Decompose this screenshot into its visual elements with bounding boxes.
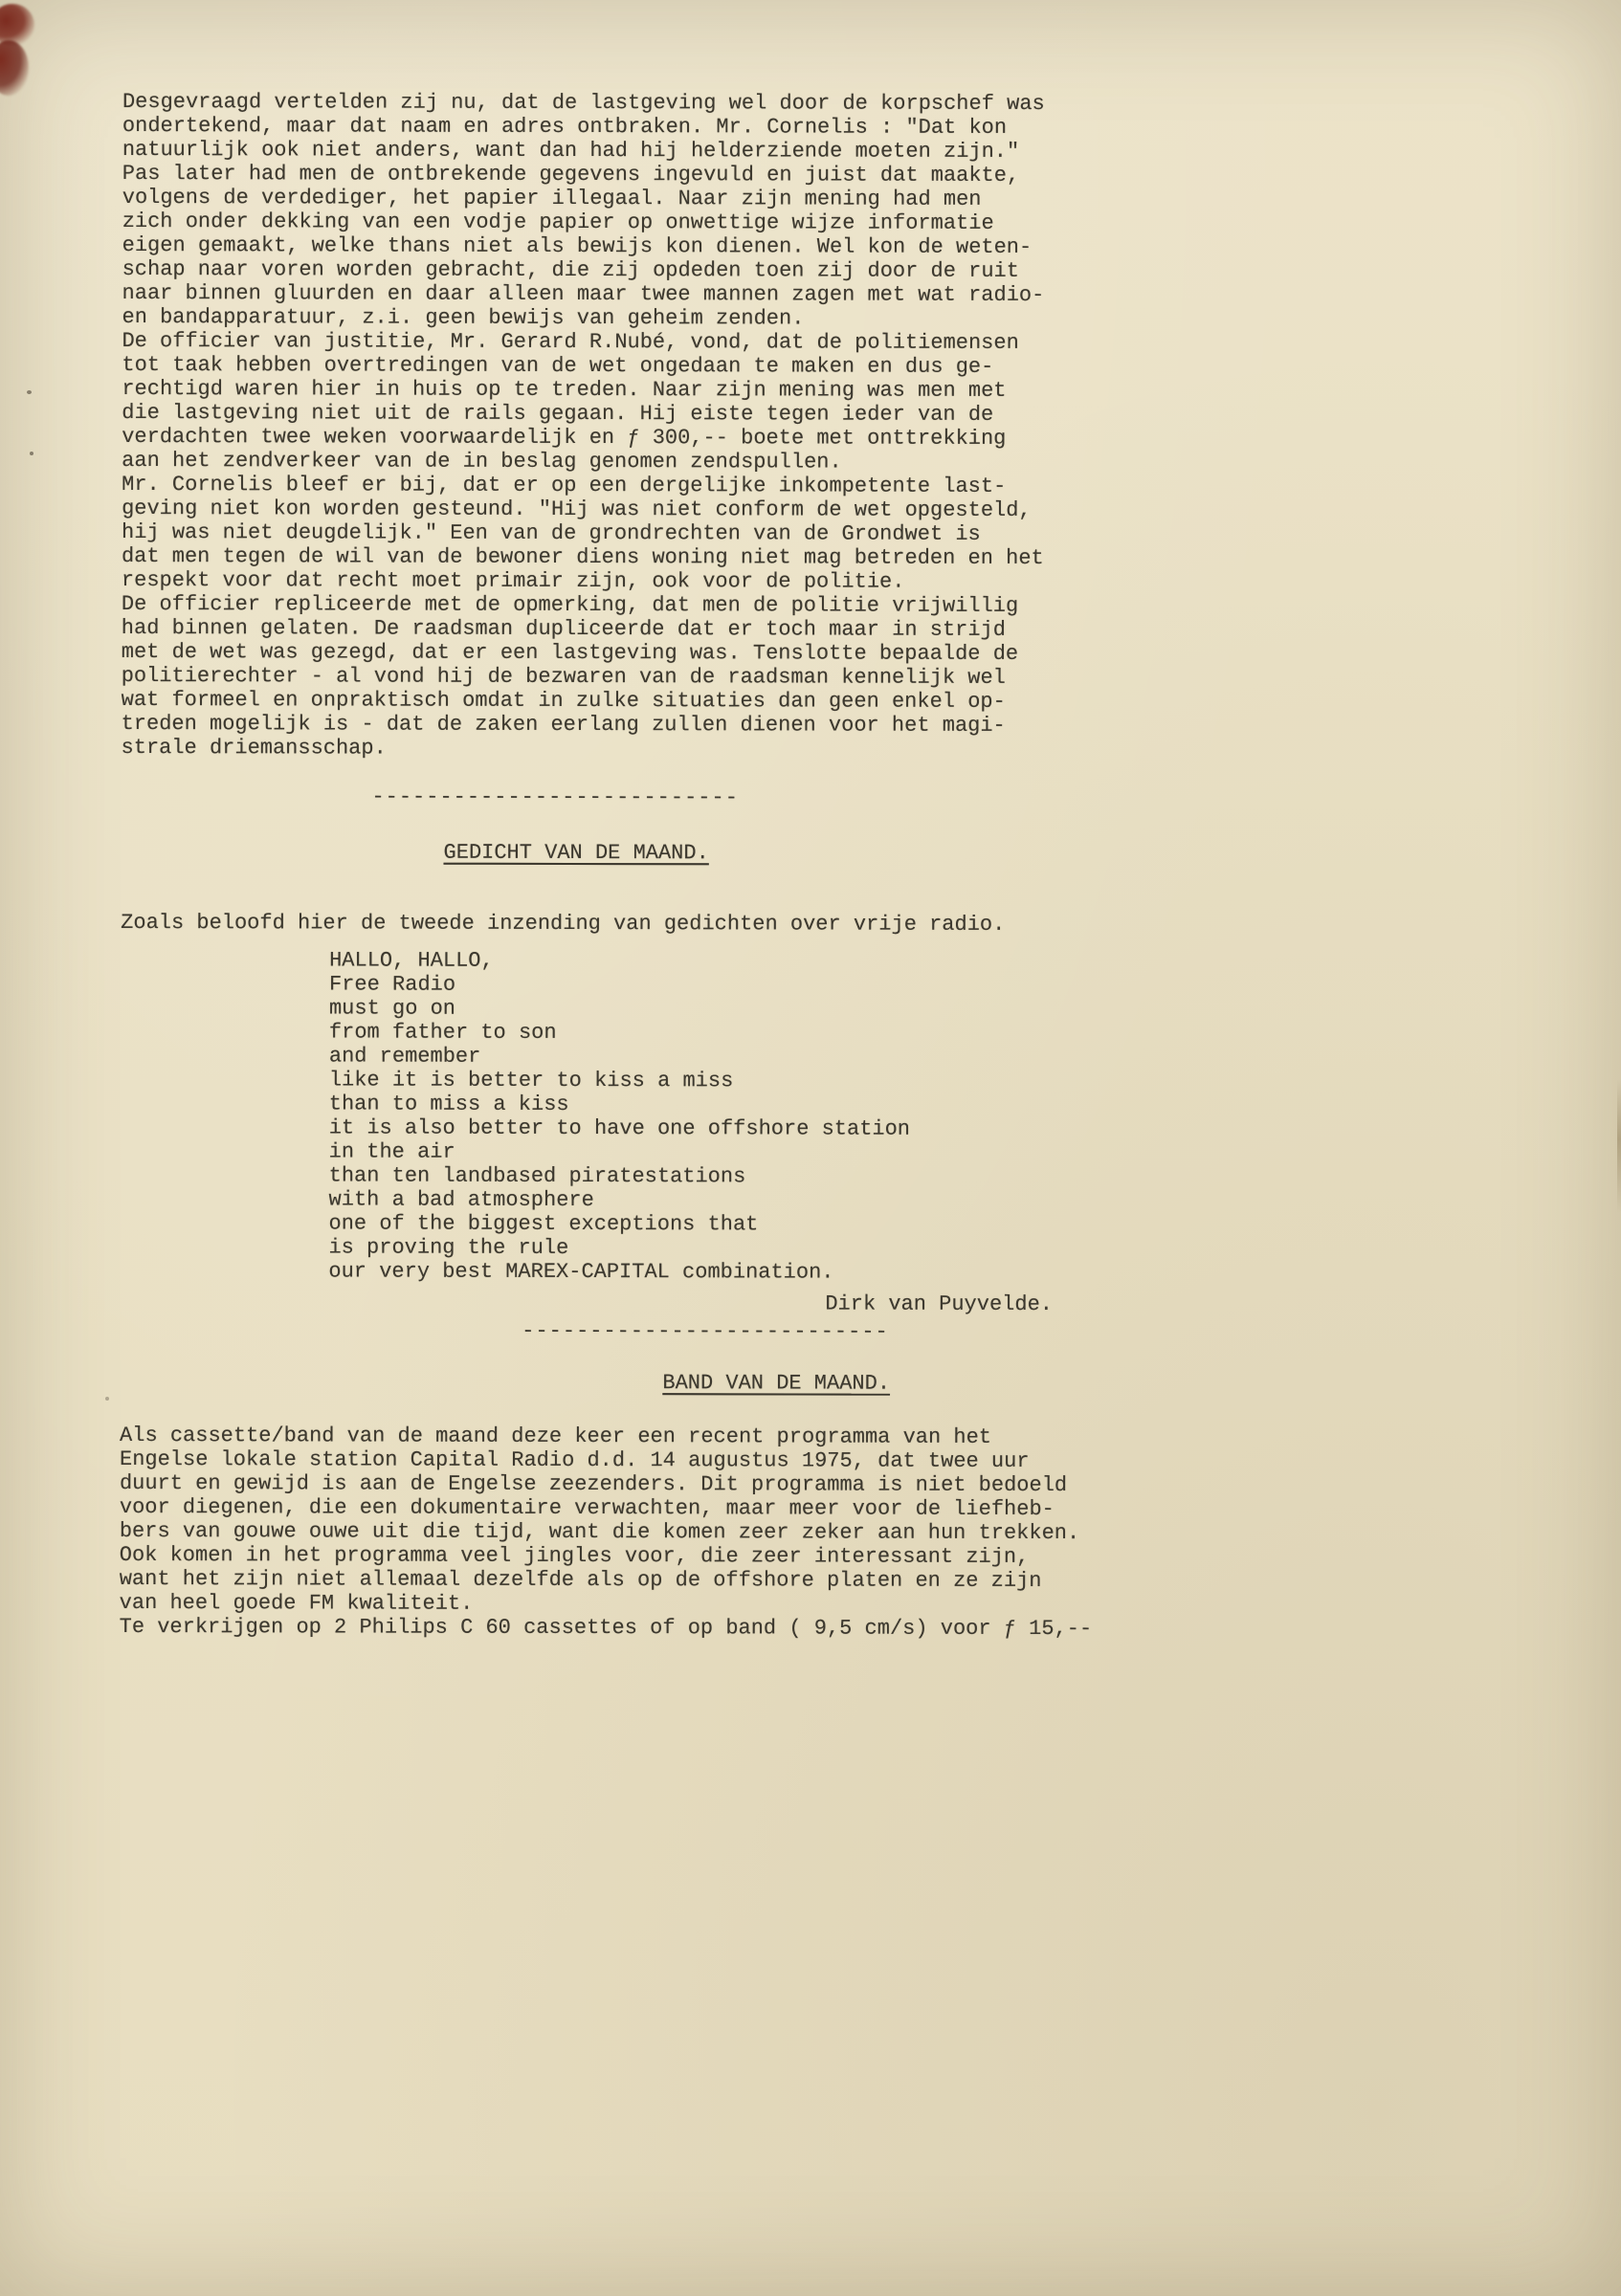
- poem-section-heading: GEDICHT VAN DE MAAND.: [443, 840, 709, 866]
- typewritten-content: [120, 90, 1510, 1642]
- paper-stain: [0, 40, 29, 96]
- paper-speck: [27, 390, 32, 394]
- paper-speck: [105, 1397, 109, 1401]
- band-section-heading: BAND VAN DE MAAND.: [662, 1371, 891, 1396]
- poem-text: HALLO, HALLO, Free Radio must go on from father to son and remember like it is better to kiss a miss than to miss a kiss it is also better to have one offshore station in the air than ten landbased piratestations with a bad atmosphere one of the biggest exceptions that is proving the rule our very best MAREX-CAPITAL combination.: [328, 948, 911, 1285]
- band-section-heading-row: [587, 1347, 1507, 1421]
- dashed-separator: ---------------------------: [371, 784, 739, 810]
- paper-crease: [1617, 1079, 1621, 1213]
- poem-section-heading-row: [367, 817, 1508, 891]
- poem-attribution: Dirk van Puyvelde.: [825, 1292, 1054, 1317]
- band-of-the-month-paragraph: Als cassette/band van de maand deze keer een recent programma van het Engelse lokale station Capital Radio d.d. 14 augustus 1975, dat twee uur duurt en gewijd is aan de Engelse zeezenders. Dit programma is niet bedoeld voor diegenen, die een dokumentaire verwachten, maar meer voor de liefheb- bers van gouwe ouwe uit die tijd, want die komen zeer zeker aan hun trekken. Ook komen in het programma veel jingles voor, die zeer interessant zijn, want het zijn niet allemaal dezelfde als op de offshore platen en ze zijn van heel goede FM kwaliteit.: [119, 1423, 1080, 1616]
- dashed-separator: ---------------------------: [522, 1318, 889, 1344]
- availability-line: Te verkrijgen op 2 Philips C 60 cassettes of op band ( 9,5 cm/s) voor ƒ 15,--: [119, 1614, 1093, 1642]
- court-report-paragraph: Desgevraagd vertelden zij nu, dat de lastgeving wel door de korpschef was ondertekend, maar dat naam en adres ontbraken. Mr. Cornelis : "Dat kon natuurlijk ook niet anders, want dan had hij helderziende moeten zijn." Pas later had men de ontbrekende gegevens ingevuld en juist dat maakte, volgens de verdediger, het papier illegaal. Naar zijn mening had men zich onder dekking van een vodje papier op onwettige wijze informatie eigen gemaakt, welke thans niet als bewijs kon dienen. Wel kon de weten- schap naar voren worden gebracht, die zij opdeden toen zij door de ruit naar binnen gluurden en daar alleen maar twee mannen zagen met wat radio- en bandapparatuur, z.i. geen bewijs van geheim zenden. De officier van justitie, Mr. Gerard R.Nubé, vond, dat de politiemensen tot taak hebben overtredingen van de wet ongedaan te maken en dus ge- rechtigd waren hier in huis op te treden. Naar zijn mening was men met die lastgeving niet uit de rails gegaan. Hij eiste tegen ieder van de verdachten twee weken voorwaardelijk en ƒ 300,-- boete met onttrekking aan het zendverkeer van de in beslag genomen zendspullen. Mr. Cornelis bleef er bij, dat er op een dergelijke inkompetente last- geving niet kon worden gesteund. "Hij was niet conform de wet opgesteld, hij was niet deugdelijk." Een van de grondrechten van de Grondwet is dat men tegen de wil van de bewoner diens woning niet mag betreden en het respekt voor dat recht moet primair zijn, ook voor de politie. De officier repliceerde met de opmerking, dat men de politie vrijwillig had binnen gelaten. De raadsman dupliceerde dat er toch maar in strijd met de wet was gezegd, dat er een lastgeving was. Tenslotte bepaalde de politierechter - al vond hij de bezwaren van de raadsman kennelijk wel wat formeel en onpraktisch omdat in zulke situaties dan geen enkel op- treden mogelijk is - dat de zaken eerlang zullen dienen voor het magi- strale driemansschap.: [121, 90, 1045, 761]
- poem-intro-line: Zoals beloofd hier de tweede inzending van gedichten over vrije radio.: [121, 910, 1006, 937]
- paper-speck: [30, 452, 33, 455]
